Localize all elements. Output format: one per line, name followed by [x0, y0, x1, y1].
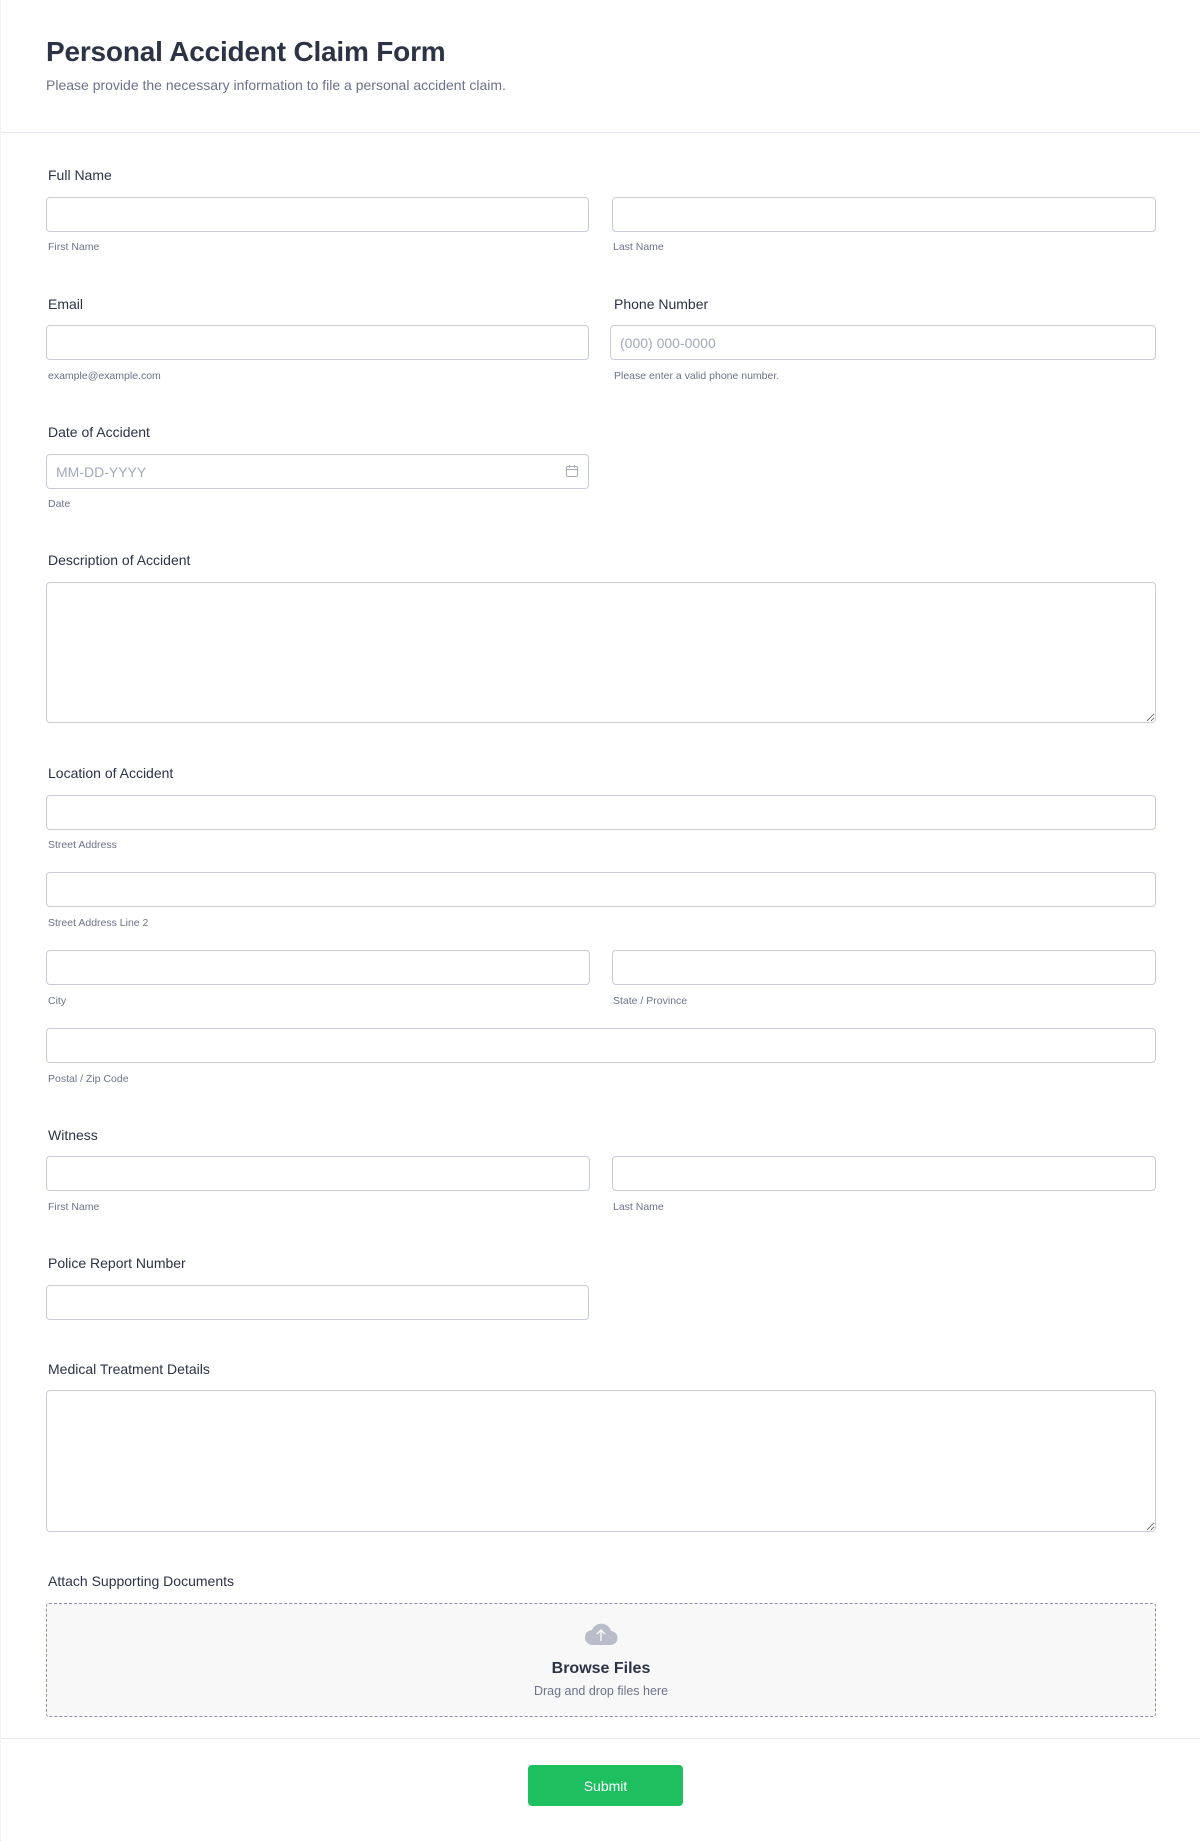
phone-input[interactable] — [610, 325, 1156, 360]
phone-helper: Please enter a valid phone number. — [614, 370, 780, 382]
police-report-label: Police Report Number — [48, 1255, 186, 1271]
email-helper: example@example.com — [48, 370, 161, 382]
state-sublabel: State / Province — [613, 995, 688, 1007]
witness-last-name-sublabel: Last Name — [613, 1201, 664, 1213]
footer-divider — [1, 1738, 1200, 1739]
street-address-line2-sublabel: Street Address Line 2 — [48, 917, 149, 929]
location-label: Location of Accident — [48, 765, 174, 781]
description-label: Description of Accident — [48, 552, 191, 568]
first-name-sublabel: First Name — [48, 241, 100, 253]
description-textarea[interactable] — [46, 582, 1156, 723]
browse-files-button[interactable]: Browse Files — [551, 1660, 651, 1677]
full-name-label: Full Name — [48, 167, 112, 183]
postal-code-input[interactable] — [46, 1028, 1156, 1063]
date-sublabel: Date — [48, 498, 71, 510]
page-subtitle: Please provide the necessary information to file a personal accident claim. — [46, 77, 506, 93]
date-input[interactable] — [46, 454, 589, 489]
last-name-sublabel: Last Name — [613, 241, 664, 253]
form-header — [1, 0, 1200, 133]
city-sublabel: City — [48, 995, 67, 1007]
drag-drop-hint: Drag and drop files here — [533, 1684, 669, 1698]
witness-label: Witness — [48, 1127, 98, 1143]
street-address-line2-input[interactable] — [46, 872, 1156, 907]
street-address-sublabel: Street Address — [48, 839, 117, 851]
witness-first-name-input[interactable] — [46, 1156, 590, 1191]
last-name-input[interactable] — [612, 197, 1156, 232]
city-input[interactable] — [46, 950, 590, 985]
police-report-input[interactable] — [46, 1285, 589, 1320]
calendar-icon[interactable] — [565, 464, 579, 478]
page-title: Personal Accident Claim Form — [46, 36, 446, 67]
email-label: Email — [48, 296, 84, 312]
medical-treatment-label: Medical Treatment Details — [48, 1361, 210, 1377]
witness-last-name-input[interactable] — [612, 1156, 1156, 1191]
postal-code-sublabel: Postal / Zip Code — [48, 1073, 129, 1085]
street-address-input[interactable] — [46, 795, 1156, 830]
cloud-upload-icon — [584, 1622, 618, 1646]
medical-treatment-textarea[interactable] — [46, 1390, 1156, 1532]
attachments-label: Attach Supporting Documents — [48, 1573, 234, 1589]
date-label: Date of Accident — [48, 424, 150, 440]
state-input[interactable] — [612, 950, 1156, 985]
phone-label: Phone Number — [614, 296, 709, 312]
submit-button[interactable]: Submit — [528, 1765, 683, 1806]
email-input[interactable] — [46, 325, 589, 360]
first-name-input[interactable] — [46, 197, 589, 232]
witness-first-name-sublabel: First Name — [48, 1201, 100, 1213]
